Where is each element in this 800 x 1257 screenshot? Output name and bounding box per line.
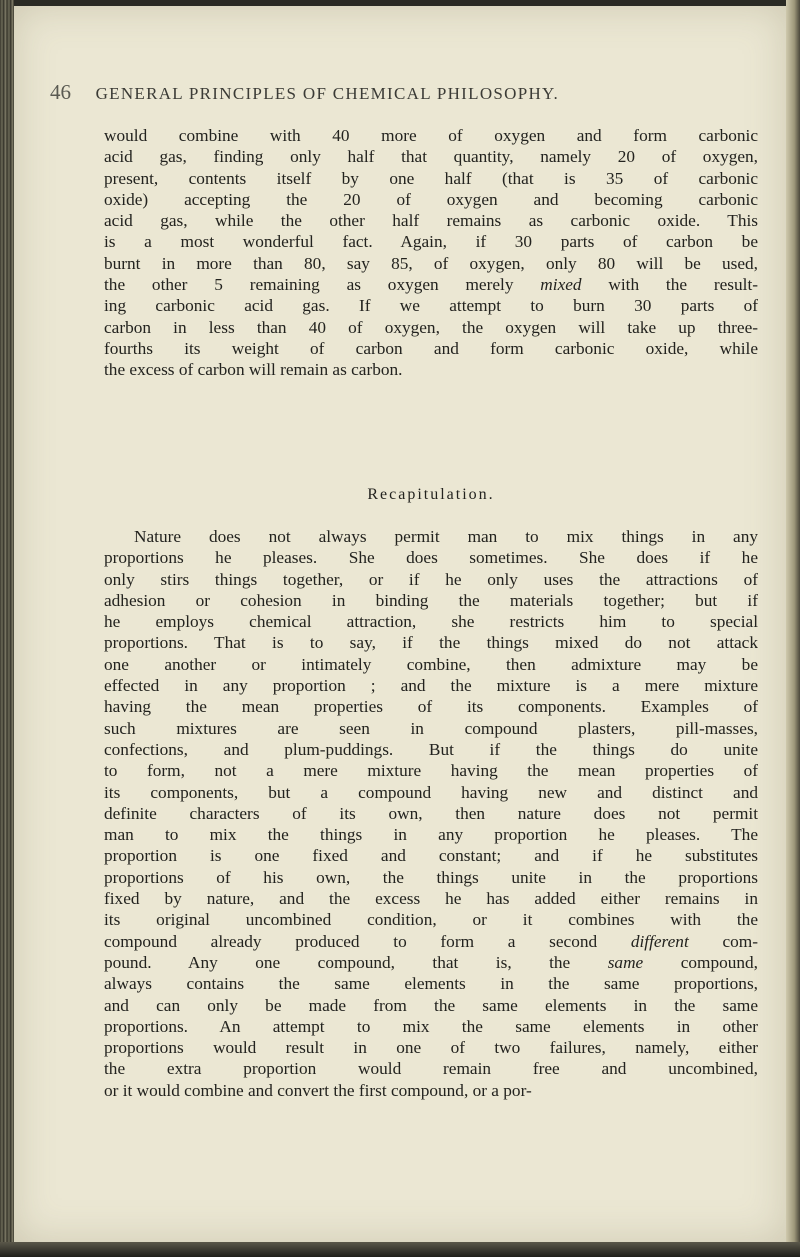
running-title: GENERAL PRINCIPLES OF CHEMICAL PHILOSOPHY. xyxy=(95,84,559,103)
text-line: its components, but a compound having new and distinct and xyxy=(104,782,758,802)
text-line: its original uncombined condition, or it combines with the xyxy=(104,910,758,930)
text-line: proportions. That is to say, if the things mixed do not attack xyxy=(104,633,758,653)
text-line: compound already produced to form a second different com- xyxy=(104,931,758,951)
text-line: proportion is one fixed and constant; and if he substitutes xyxy=(104,846,758,866)
text-line: proportions he pleases. She does sometimes. She does if he xyxy=(104,548,758,568)
text-line: and can only be made from the same elements in the same xyxy=(104,995,758,1015)
text-line: only stirs things together, or if he only uses the attractions of xyxy=(104,569,758,589)
book-gutter xyxy=(0,0,14,1257)
text-line: always contains the same elements in the same proportions, xyxy=(104,974,758,994)
text-line: man to mix the things in any proportion he pleases. The xyxy=(104,825,758,845)
text-line: would combine with 40 more of oxygen and form carbonic xyxy=(104,126,758,145)
text-line: such mixtures are seen in compound plasters, pill-masses, xyxy=(104,718,758,738)
text-line: fourths its weight of carbon and form carbonic oxide, while xyxy=(104,338,758,358)
text-line: confections, and plum-puddings. But if the things do unite xyxy=(104,739,758,759)
text-line: present, contents itself by one half (that is 35 of carbonic xyxy=(104,168,758,188)
page-header xyxy=(50,80,750,105)
text-line: ing carbonic acid gas. If we attempt to burn 30 parts of xyxy=(104,296,758,316)
text-line: the excess of carbon will remain as carbon. xyxy=(104,360,403,380)
text-line: is a most wonderful fact. Again, if 30 parts of carbon be xyxy=(104,232,758,252)
paragraph-2 xyxy=(104,526,758,1101)
text-line: proportions of his own, the things unite in the proportions xyxy=(104,867,758,887)
text-line: oxide) accepting the 20 of oxygen and becoming carbonic xyxy=(104,189,758,209)
text-line: acid gas, while the other half remains as carbonic oxide. This xyxy=(104,211,758,231)
paragraph-1 xyxy=(104,125,758,381)
text-line: proportions would result in one of two failures, namely, either xyxy=(104,1038,758,1058)
section-heading-text: Recapitulation. xyxy=(367,486,495,503)
text-line: the extra proportion would remain free and uncombined, xyxy=(104,1059,758,1079)
text-line: to form, not a mere mixture having the mean properties of xyxy=(104,761,758,781)
text-line: having the mean properties of its components. Examples of xyxy=(104,697,758,717)
text-line: Nature does not always permit man to mix things in any xyxy=(134,527,758,546)
page-bottom-edge xyxy=(0,1242,800,1257)
text-line: he employs chemical attraction, she restricts him to special xyxy=(104,612,758,632)
text-line: one another or intimately combine, then admixture may be xyxy=(104,654,758,674)
text-line: or it would combine and convert the first compound, or a por- xyxy=(104,1080,532,1100)
text-line: carbon in less than 40 of oxygen, the oxygen will take up three- xyxy=(104,317,758,337)
text-line: the other 5 remaining as oxygen merely mixed with the result- xyxy=(104,275,758,295)
text-line: acid gas, finding only half that quantity, namely 20 of oxygen, xyxy=(104,147,758,167)
text-line: definite characters of its own, then nature does not permit xyxy=(104,803,758,823)
page-number: 46 xyxy=(50,80,71,104)
text-line: adhesion or cohesion in binding the materials together; but if xyxy=(104,590,758,610)
page-edge xyxy=(786,0,800,1257)
text-line: pound. Any one compound, that is, the same compound, xyxy=(104,952,758,972)
section-heading xyxy=(104,486,758,504)
text-line: effected in any proportion ; and the mixture is a mere mixture xyxy=(104,676,758,696)
text-line: proportions. An attempt to mix the same elements in other xyxy=(104,1016,758,1036)
text-line: fixed by nature, and the excess he has added either remains in xyxy=(104,889,758,909)
text-line: burnt in more than 80, say 85, of oxygen, only 80 will be used, xyxy=(104,253,758,273)
